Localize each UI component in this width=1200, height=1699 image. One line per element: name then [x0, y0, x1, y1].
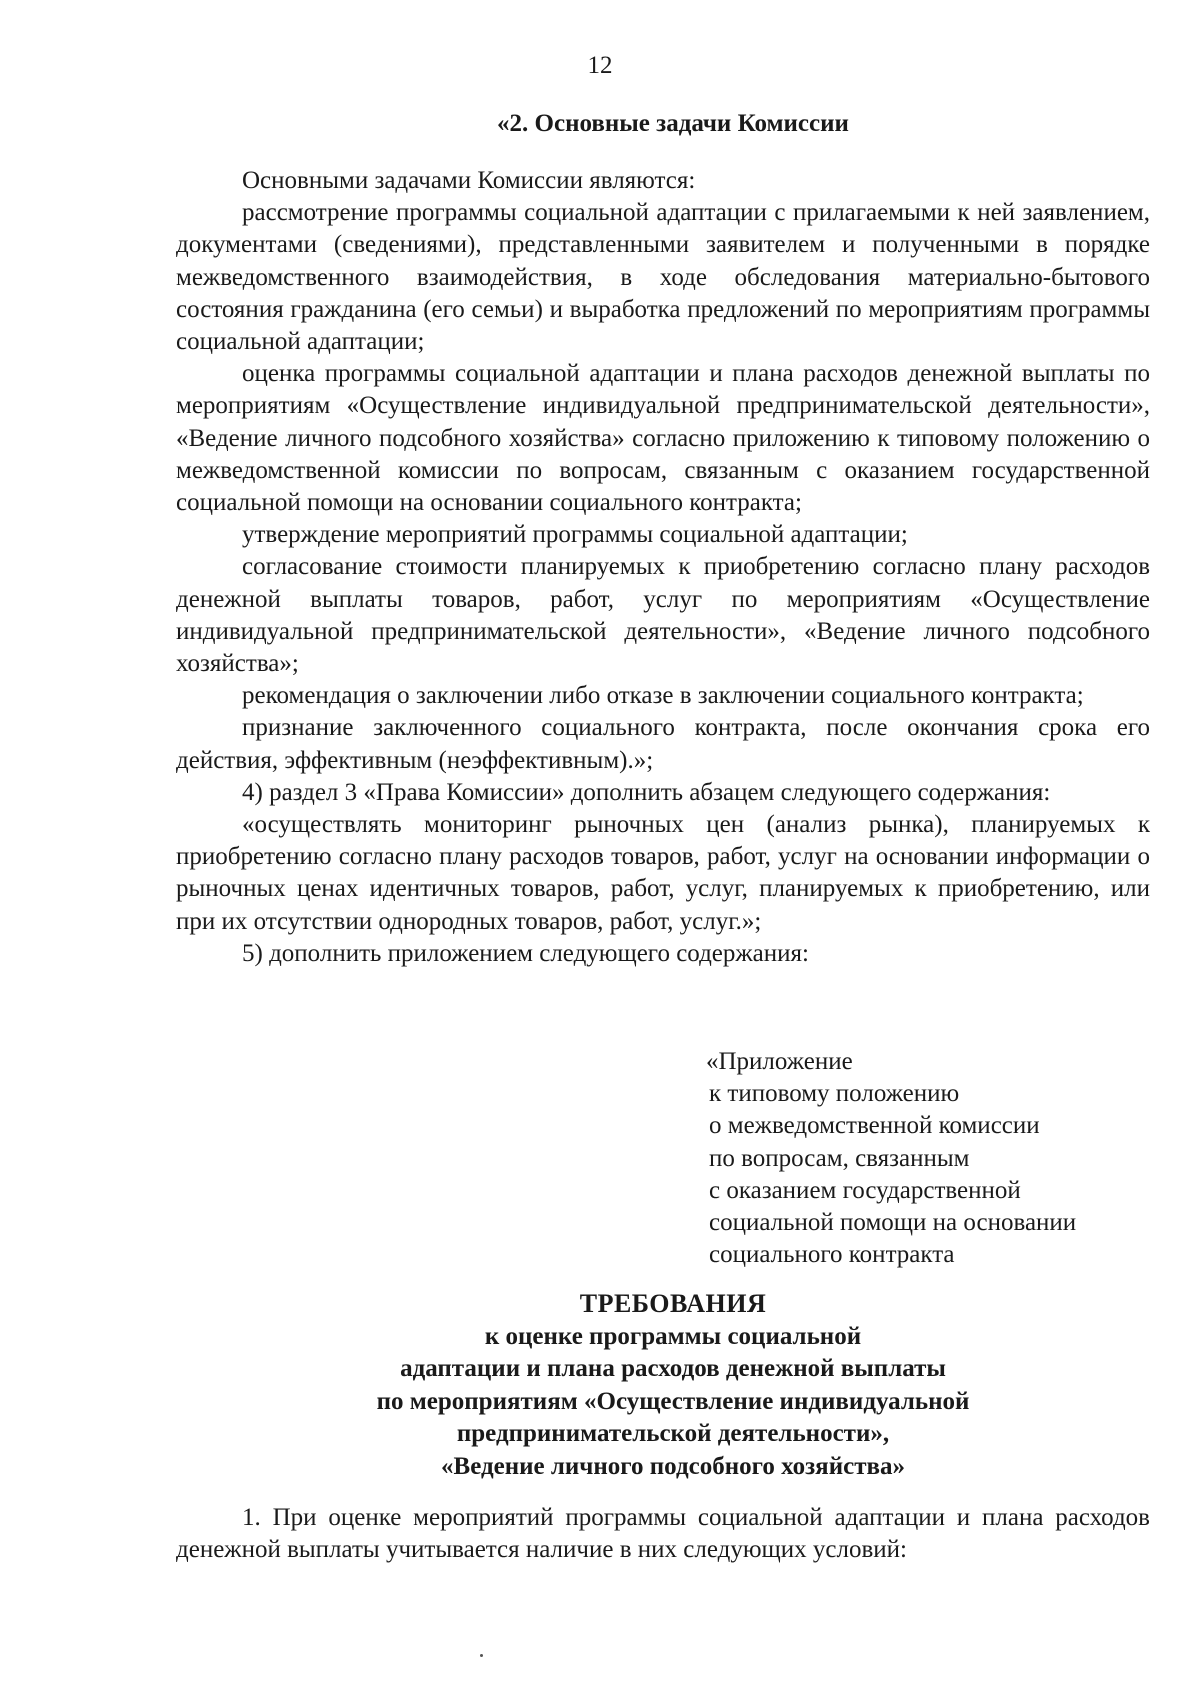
- appendix-line: о межведомственной комиссии: [709, 1112, 1040, 1140]
- requirements-subtitle-line: предпринимательской деятельности»,: [456, 1420, 890, 1447]
- appendix-line: к типовому положению: [709, 1080, 960, 1108]
- paragraph-evaluation: оценка программы социальной адаптации и плана расходов денежной выплаты по мероприятиям «Осуществление индивидуальной предпринимательской деятельности», «Ведение личного подсобного хозяйства» согласно приложению к типовому положению о межведомственной комиссии по вопросам, связанным с оказанием государственной социальной помощи на основании социального контракта;: [176, 360, 1150, 517]
- appendix-line: социального контракта: [709, 1241, 955, 1269]
- requirements-subtitle-line: адаптации и плана расходов денежной выплаты: [400, 1355, 946, 1382]
- appendix-line: по вопросам, связанным: [709, 1144, 970, 1172]
- paragraph-item-4: 4) раздел 3 «Права Комиссии» дополнить абзацем следующего содержания:: [242, 778, 1051, 806]
- requirements-heading: [176, 1288, 1170, 1483]
- paragraph-monitoring: «осуществлять мониторинг рыночных цен (анализ рынка), планируемых к приобретению согласно плану расходов товаров, работ, услуг на основании информации о рыночных ценах идентичных товаров, работ, услуг, планируемых к приобретению, или при их отсутствии однородных товаров, работ, услуг.»;: [176, 811, 1150, 935]
- body-text: [176, 165, 1150, 970]
- appendix-line: с оказанием государственной: [709, 1176, 1021, 1204]
- paragraph-conditions: 1. При оценке мероприятий программы социальной адаптации и плана расходов денежной выплаты учитывается наличие в них следующих условий:: [176, 1504, 1150, 1564]
- final-text: [176, 1502, 1150, 1566]
- paragraph-cost-agreement: согласование стоимости планируемых к приобретению согласно плану расходов денежной выплаты товаров, работ, услуг по мероприятиям «Осуществление индивидуальной предпринимательской деятельности», «Ведение личного подсобного хозяйства»;: [176, 553, 1150, 678]
- requirements-subtitle-line: «Ведение личного подсобного хозяйства»: [441, 1452, 905, 1480]
- appendix-header: [706, 1046, 1149, 1271]
- scan-speck: [480, 1654, 483, 1657]
- requirements-subtitle-line: к оценке программы социальной: [484, 1322, 862, 1350]
- paragraph-recommendation: рекомендация о заключении либо отказе в заключении социального контракта;: [242, 682, 1084, 710]
- paragraph-review: рассмотрение программы социальной адаптации с прилагаемыми к ней заявлением, документами (сведениями), представленными заявителем и полученными в порядке межведомственного взаимодействия, в ходе обследования материально-бытового состояния гражданина (его семьи) и выработка предложений по мероприятиям программы социальной адаптации;: [176, 199, 1150, 356]
- section-title: «2. Основные задачи Комиссии: [497, 110, 849, 137]
- appendix-line: «Приложение: [706, 1048, 853, 1075]
- appendix-line: социальной помощи на основании: [709, 1209, 1077, 1237]
- requirements-title: ТРЕБОВАНИЯ: [579, 1289, 767, 1318]
- paragraph-approval: утверждение мероприятий программы социальной адаптации;: [242, 521, 908, 549]
- paragraph-recognition: признание заключенного социального контракта, после окончания срока его действия, эффективным (неэффективным).»;: [176, 714, 1150, 774]
- requirements-subtitle-line: по мероприятиям «Осуществление индивидуальной: [376, 1387, 970, 1415]
- paragraph-intro: Основными задачами Комиссии являются:: [242, 167, 696, 194]
- page-number: 12: [587, 52, 613, 79]
- paragraph-item-5: 5) дополнить приложением следующего содержания:: [242, 939, 809, 967]
